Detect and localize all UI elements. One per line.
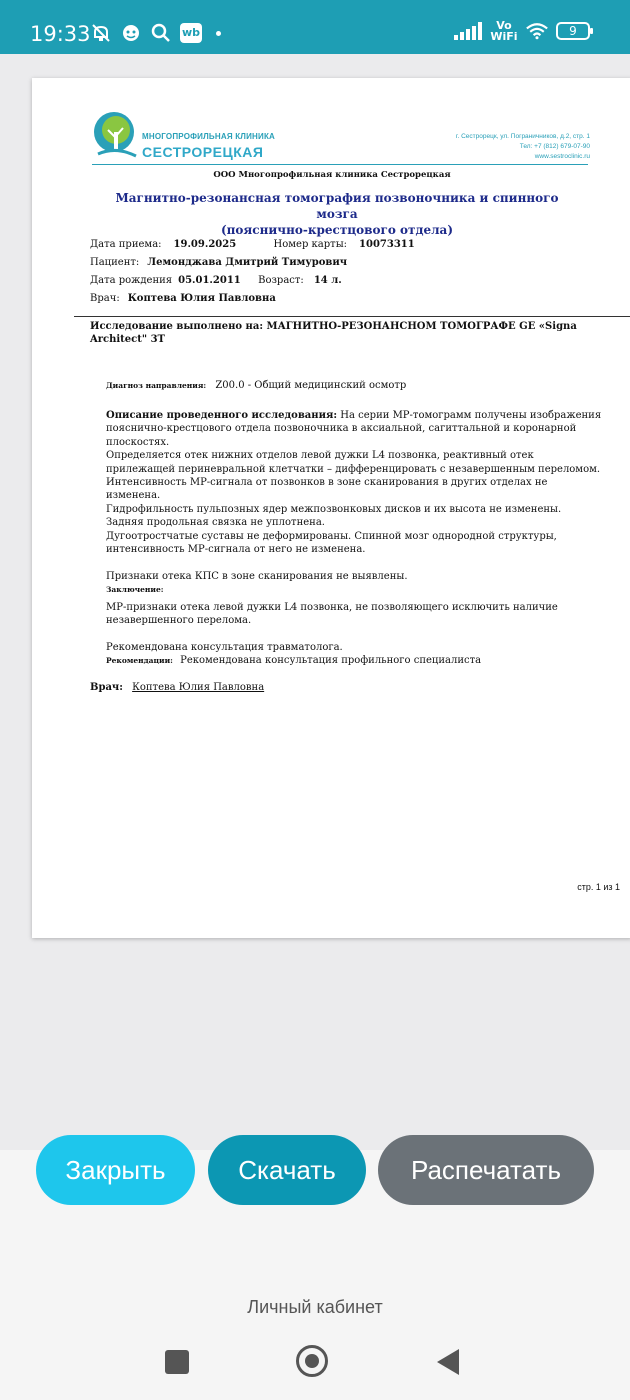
- desc-line: Дугоотростчатые суставы не деформированы. Спинной мозг однородной структуры, интенсивность МР-сигнала от него не изменена.: [106, 530, 557, 556]
- wifi-icon: [526, 20, 548, 42]
- notification-dot: [216, 31, 221, 36]
- wb-app-icon: wb: [180, 23, 202, 43]
- desc-line: Интенсивность МР-сигнала от позвонков в зоне сканирования в других отделах не изменена.: [106, 477, 548, 502]
- address-line2: Тел: +7 (812) 679-07-90: [519, 143, 590, 150]
- status-time: 19:33: [30, 22, 91, 46]
- vowifi-label: Vo WiFi: [490, 19, 518, 43]
- download-button[interactable]: Скачать: [208, 1135, 366, 1205]
- clinic-logo: [92, 108, 282, 163]
- status-icons-right: [454, 20, 590, 42]
- kps-line: Признаки отека КПС в зоне сканирования не выявлены.: [106, 570, 408, 582]
- desc-line: Определяется отек нижних отделов левой дужки L4 позвонка, реактивный отек прилежащей периневральной клетчатки – дифференцировать с незавершенным переломом.: [106, 450, 601, 475]
- header-divider: [92, 164, 588, 165]
- desc-line: Задняя продольная связка не уплотнена.: [106, 517, 325, 529]
- recent-apps-icon[interactable]: [165, 1350, 189, 1374]
- sign-doctor: Коптева Юлия Павловна: [132, 682, 265, 693]
- search-icon: [150, 22, 172, 44]
- diag-label: Диагноз направления:: [106, 381, 207, 390]
- back-icon[interactable]: [437, 1349, 459, 1375]
- personal-account-label: Личный кабинет: [247, 1297, 383, 1317]
- doctor-signature: [90, 682, 264, 693]
- home-icon[interactable]: [296, 1345, 328, 1377]
- birth-date: 05.01.2011: [178, 275, 241, 286]
- patient-fields: [90, 236, 415, 308]
- title-line1: Магнитно-резонансная томография позвоночника и спинного мозга: [115, 191, 559, 221]
- logo-line2: СЕСТРОРЕЦКАЯ: [142, 144, 264, 160]
- visit-date-label: Дата приема:: [90, 239, 162, 250]
- patient-name: Лемонджава Дмитрий Тимурович: [147, 257, 348, 268]
- visit-date: 19.09.2025: [173, 239, 237, 250]
- no-alarm-icon: [90, 22, 112, 44]
- doctor-label: Врач:: [90, 293, 120, 304]
- organization-name: ООО Многопрофильная клиника Сестрорецкая: [213, 170, 451, 180]
- age-value: 14 л.: [313, 275, 342, 286]
- signal-icon: [454, 22, 482, 40]
- birth-label: Дата рождения: [90, 275, 173, 286]
- page-number: стр. 1 из 1: [577, 882, 620, 892]
- card-number: 10073311: [359, 239, 415, 250]
- recommend-value: Рекомендована консультация профильного специалиста: [180, 655, 482, 667]
- document-page: [32, 78, 630, 938]
- study-description: [106, 409, 602, 668]
- referral-diagnosis: [106, 380, 406, 391]
- address-line3: www.sestroclinic.ru: [534, 153, 590, 160]
- recommend-line: Рекомендована консультация травматолога.: [106, 641, 343, 653]
- conclusion-label: Заключение:: [106, 585, 164, 595]
- device-info: Исследование выполнено на: МАГНИТНО-РЕЗОНАНСНОМ ТОМОГРАФЕ GE «Signa Architect" 3T: [90, 321, 577, 345]
- desc-label: Описание проведенного исследования:: [106, 410, 338, 421]
- status-bar: [0, 0, 630, 54]
- status-icons-left: [90, 22, 221, 44]
- age-label: Возраст:: [258, 275, 304, 286]
- face-icon: [120, 22, 142, 44]
- clinic-address: [456, 132, 590, 162]
- doctor-name: Коптева Юлия Павловна: [127, 293, 276, 304]
- sign-label: Врач:: [90, 682, 123, 693]
- diag-value: Z00.0 - Общий медицинский осмотр: [215, 380, 407, 391]
- address-line1: г. Сестрорецк, ул. Пограничников, д.2, стр. 1: [455, 133, 590, 140]
- card-label: Номер карты:: [273, 239, 348, 250]
- close-button[interactable]: Закрыть: [36, 1135, 195, 1205]
- document-title: [102, 190, 572, 238]
- desc-intro: На серии МР-томограмм получены изображения пояснично-крестцового отдела позвоночника в аксиальной, сагиттальной и коронарной плоскостях.: [106, 410, 602, 448]
- desc-line: Гидрофильность пульпозных ядер межпозвонковых дисков и их высота не изменены.: [106, 503, 562, 515]
- patient-label: Пациент:: [90, 257, 140, 268]
- battery-icon: 9: [556, 22, 590, 40]
- recommend-label: Рекомендации:: [106, 656, 173, 666]
- conclusion-text: МР-признаки отека левой дужки L4 позвонка, не позволяющего исключить наличие незавершенного перелома.: [106, 601, 558, 627]
- logo-line1: МНОГОПРОФИЛЬНАЯ КЛИНИКА: [142, 132, 276, 141]
- title-line2: (пояснично-крестцового отдела): [220, 223, 454, 237]
- tree-logo-icon: [92, 108, 140, 163]
- print-button[interactable]: Распечатать: [378, 1135, 594, 1205]
- section-divider: [74, 316, 630, 317]
